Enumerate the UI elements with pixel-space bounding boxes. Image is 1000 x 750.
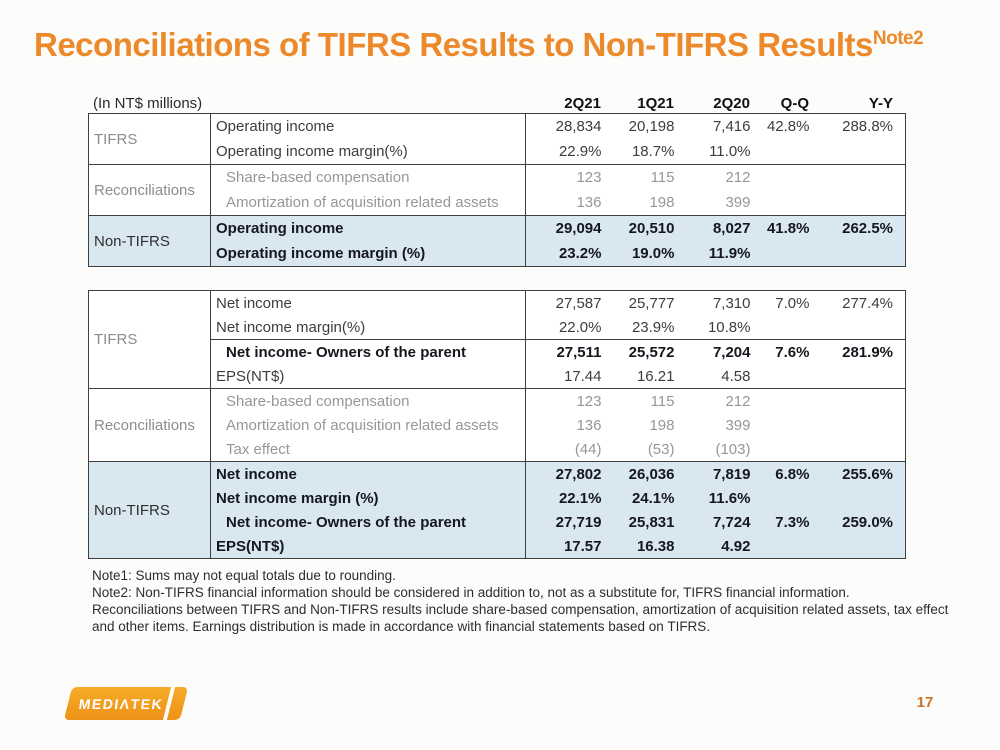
cell-value: 277.4% [842, 294, 893, 312]
cell-value: 7,416 [712, 118, 751, 135]
column-header-y-y: Y-Y [868, 95, 893, 112]
table-row [89, 510, 906, 534]
row-label: Operating income margin(%) [211, 139, 526, 165]
footnotes [92, 567, 970, 635]
page-number: 17 [916, 694, 934, 711]
cell-value: 25,572 [614, 340, 687, 365]
cell-value: 24.1% [614, 486, 687, 510]
table-row [89, 534, 906, 559]
table-row [89, 364, 906, 389]
row-label: EPS(NT$) [211, 534, 526, 559]
row-label: Net income [211, 291, 526, 316]
cell-value [822, 413, 906, 437]
footnote-1: Note1: Sums may not equal totals due to rounding. [92, 568, 396, 583]
cell-value [822, 190, 906, 216]
footnote-paragraph: Reconciliations between TIFRS and Non-TIFRS results include share-based compensation, amortization of acquisition related assets, tax effect and other items. Earnings distribution is made in accordance with financial statements based on TIFRS. [92, 602, 949, 634]
row-group-label: TIFRS [89, 114, 211, 165]
table-row [89, 139, 906, 165]
cell-value: 198 [649, 194, 675, 211]
cell-value: 115 [614, 389, 687, 414]
table-row [89, 114, 906, 140]
table-row [89, 315, 906, 340]
cell-value: 281.9% [822, 340, 906, 365]
cell-value: 23.9% [631, 318, 675, 336]
row-label: EPS(NT$) [211, 364, 526, 389]
table-row [89, 389, 906, 414]
cell-value [822, 534, 906, 559]
cell-value [822, 364, 906, 389]
cell-value [763, 389, 822, 414]
cell-value: 136 [576, 194, 602, 211]
cell-value: 17.57 [526, 534, 614, 559]
row-label: Operating income [211, 114, 526, 140]
logo-slash-decoration [163, 687, 175, 720]
row-label: Net income margin (%) [211, 486, 526, 510]
cell-value: 22.0% [558, 318, 602, 336]
cell-value: 4.92 [687, 534, 763, 559]
row-label: Net income margin(%) [211, 315, 526, 340]
row-label: Tax effect [211, 437, 526, 462]
cell-value: 29,094 [526, 216, 614, 242]
cell-value: 23.2% [526, 241, 614, 267]
cell-value: 22.9% [558, 143, 602, 160]
cell-value: 7.0% [775, 294, 810, 312]
table-row [89, 413, 906, 437]
cell-value [763, 190, 822, 216]
cell-value [763, 534, 822, 559]
cell-value: 16.38 [614, 534, 687, 559]
cell-value [822, 486, 906, 510]
row-label: Net income- Owners of the parent [211, 510, 526, 534]
cell-value: 17.44 [563, 367, 602, 385]
cell-value: 19.0% [614, 241, 687, 267]
cell-value [763, 241, 822, 267]
row-label: Net income [211, 462, 526, 487]
cell-value: 262.5% [822, 216, 906, 242]
cell-value: 6.8% [763, 462, 822, 487]
table-row [89, 437, 906, 462]
cell-value: 255.6% [822, 462, 906, 487]
row-group-label: TIFRS [89, 291, 211, 389]
column-header-q-q: Q-Q [780, 95, 809, 112]
row-group-label: Reconciliations [89, 165, 211, 216]
table-row [89, 241, 906, 267]
net-income-table [88, 290, 906, 559]
cell-value: 10.8% [707, 318, 751, 336]
cell-value: 288.8% [842, 118, 893, 135]
cell-value: 399 [725, 416, 751, 434]
column-header-2q20: 2Q20 [713, 95, 750, 112]
cell-value: 7,819 [687, 462, 763, 487]
table-row [89, 340, 906, 365]
cell-value: 7,204 [687, 340, 763, 365]
cell-value: (53) [647, 440, 675, 458]
cell-value: 22.1% [526, 486, 614, 510]
title-note-superscript: Note2 [872, 28, 924, 49]
cell-value: 123 [526, 389, 614, 414]
row-label: Operating income margin (%) [211, 241, 526, 267]
cell-value: 27,802 [526, 462, 614, 487]
table-row [89, 165, 906, 191]
cell-value: 11.9% [687, 241, 763, 267]
cell-value: 27,587 [555, 294, 602, 312]
row-label: Share-based compensation [211, 389, 526, 414]
table-column-headers [88, 92, 905, 112]
cell-value: 16.21 [636, 367, 675, 385]
cell-value: 18.7% [631, 143, 675, 160]
cell-value: (44) [574, 440, 602, 458]
cell-value: 8,027 [687, 216, 763, 242]
cell-value: 7.6% [763, 340, 822, 365]
cell-value: 25,831 [614, 510, 687, 534]
cell-value: 212 [687, 165, 763, 191]
cell-value: 42.8% [766, 118, 810, 135]
cell-value: 27,511 [526, 340, 614, 365]
mediatek-logo [64, 687, 188, 720]
row-label: Amortization of acquisition related assets [211, 190, 526, 216]
cell-value [763, 437, 822, 462]
cell-value: 20,510 [614, 216, 687, 242]
cell-value: 212 [687, 389, 763, 414]
cell-value: 26,036 [614, 462, 687, 487]
cell-value [822, 389, 906, 414]
page-title [34, 26, 923, 64]
table-row [89, 216, 906, 242]
table-row [89, 486, 906, 510]
operating-income-table [88, 113, 906, 267]
cell-value [822, 165, 906, 191]
row-label: Amortization of acquisition related assets [211, 413, 526, 437]
row-label: Net income- Owners of the parent [211, 340, 526, 365]
unit-label: (In NT$ millions) [93, 95, 203, 112]
cell-value [763, 139, 822, 165]
cell-value: 198 [649, 416, 675, 434]
cell-value: 136 [576, 416, 602, 434]
cell-value: 115 [614, 165, 687, 191]
cell-value: 7,310 [712, 294, 751, 312]
cell-value: 11.0% [709, 143, 751, 160]
cell-value [763, 364, 822, 389]
cell-value: 4.58 [721, 367, 751, 385]
row-group-label: Non-TIFRS [89, 462, 211, 559]
column-header-2q21: 2Q21 [564, 95, 601, 112]
cell-value: 28,834 [555, 118, 602, 135]
table-row [89, 190, 906, 216]
cell-value [763, 486, 822, 510]
table-row [89, 462, 906, 487]
cell-value: 20,198 [628, 118, 675, 135]
cell-value [822, 437, 906, 462]
cell-value: 259.0% [822, 510, 906, 534]
cell-value: 7,724 [687, 510, 763, 534]
cell-value [822, 315, 906, 340]
cell-value: 11.6% [687, 486, 763, 510]
footnote-2: Note2: Non-TIFRS financial information should be considered in addition to, not as a substitute for, TIFRS financial information. [92, 585, 850, 600]
cell-value [763, 413, 822, 437]
page-title-text: Reconciliations of TIFRS Results to Non-TIFRS Results [34, 26, 873, 63]
row-group-label: Non-TIFRS [89, 216, 211, 267]
cell-value [822, 139, 906, 165]
column-header-1q21: 1Q21 [637, 95, 674, 112]
row-label: Share-based compensation [211, 165, 526, 191]
cell-value [822, 241, 906, 267]
cell-value: 41.8% [763, 216, 822, 242]
cell-value: 123 [526, 165, 614, 191]
cell-value: 27,719 [526, 510, 614, 534]
cell-value: 7.3% [763, 510, 822, 534]
table-row [89, 291, 906, 316]
cell-value: 399 [725, 194, 751, 211]
mediatek-logo-text: MEDIΛTEK [77, 695, 165, 712]
cell-value [763, 165, 822, 191]
row-group-label: Reconciliations [89, 389, 211, 462]
cell-value: 25,777 [628, 294, 675, 312]
row-label: Operating income [211, 216, 526, 242]
cell-value [763, 315, 822, 340]
cell-value: (103) [715, 440, 751, 458]
